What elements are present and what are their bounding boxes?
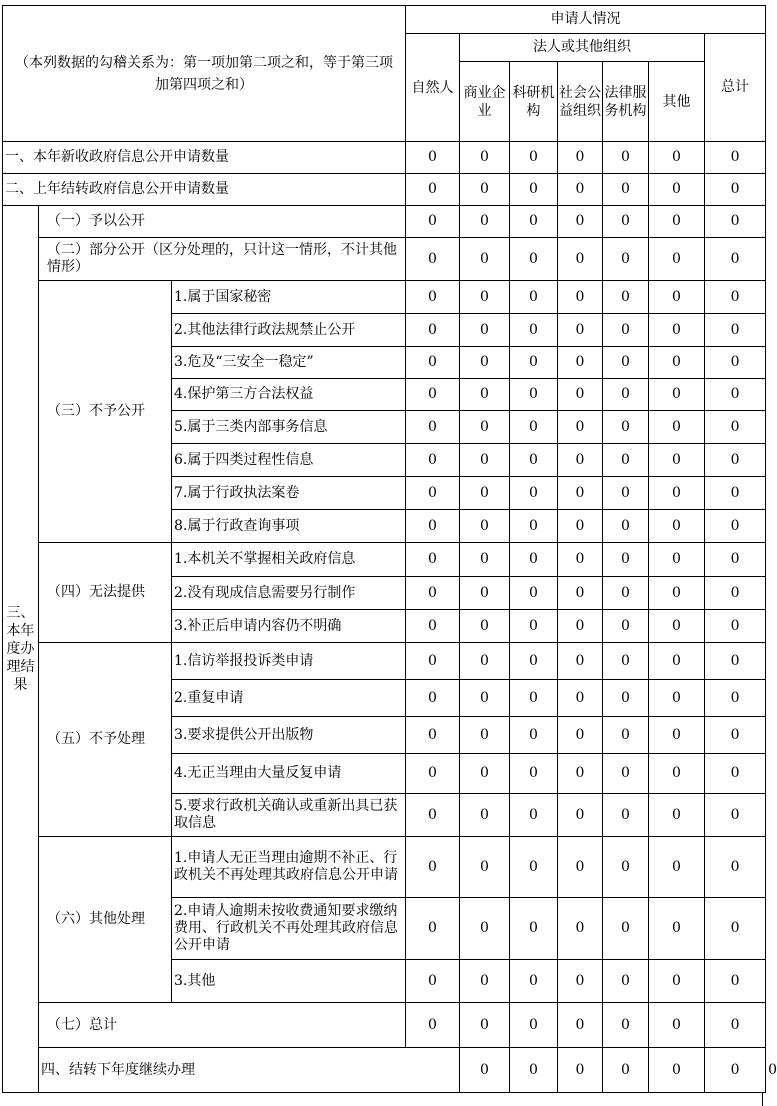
cell-value: 0	[603, 347, 649, 379]
cell-value: 0	[603, 314, 649, 347]
cell-value: 0	[510, 754, 558, 794]
cell-value: 0	[705, 238, 766, 281]
cell-value: 0	[460, 379, 510, 411]
table-row	[3, 206, 766, 238]
cell-value: 0	[460, 314, 510, 347]
cell-value: 0	[558, 577, 603, 610]
header-applicant-situation: 申请人情况	[406, 6, 766, 34]
cell-value: 0	[603, 680, 649, 717]
cell-value: 0	[603, 411, 649, 444]
table-row	[3, 543, 766, 577]
table-row	[3, 281, 766, 314]
cell-value: 0	[705, 898, 766, 960]
cell-value: 0	[649, 347, 705, 379]
cell-value: 0	[649, 610, 705, 643]
cell-value: 0	[558, 837, 603, 898]
group-label: （四）无法提供	[39, 543, 172, 643]
cell-value: 0	[510, 411, 558, 444]
cell-value: 0	[406, 680, 460, 717]
cell-value: 0	[460, 717, 510, 754]
item-label: 7.属于行政执法案卷	[172, 477, 406, 510]
cell-value: 0	[460, 610, 510, 643]
cell-value: 0	[649, 510, 705, 543]
row-label: （二）部分公开（区分处理的，只计这一情形，不计其他情形）	[39, 238, 406, 281]
table-row	[3, 643, 766, 680]
cell-value: 0	[705, 754, 766, 794]
cell-value: 0	[406, 754, 460, 794]
cell-value: 0	[510, 477, 558, 510]
cell-value: 0	[406, 411, 460, 444]
cell-value: 0	[558, 444, 603, 477]
cell-value: 0	[649, 837, 705, 898]
cell-value: 0	[510, 543, 558, 577]
item-label: 3.补正后申请内容仍不明确	[172, 610, 406, 643]
cell-value: 0	[603, 206, 649, 238]
cell-value: 0	[603, 1003, 649, 1048]
cell-value: 0	[603, 477, 649, 510]
cell-value: 0	[406, 142, 460, 174]
cell-value: 0	[460, 960, 510, 1003]
cell-value: 0	[603, 379, 649, 411]
cell-value: 0	[705, 510, 766, 543]
cell-value: 0	[705, 794, 766, 837]
cell-value: 0	[510, 142, 558, 174]
cell-value: 0	[460, 1048, 510, 1093]
header-total: 总计	[705, 34, 766, 142]
cell-value: 0	[558, 643, 603, 680]
cell-value: 0	[406, 444, 460, 477]
cell-value: 0	[510, 960, 558, 1003]
item-label: 1.本机关不掌握相关政府信息	[172, 543, 406, 577]
cell-value: 0	[649, 281, 705, 314]
cell-value: 0	[705, 174, 766, 206]
cell-value: 0	[406, 281, 460, 314]
cell-value: 0	[510, 444, 558, 477]
cell-value: 0	[603, 717, 649, 754]
cell-value: 0	[510, 1048, 558, 1093]
cell-value: 0	[649, 314, 705, 347]
cell-value: 0	[649, 477, 705, 510]
item-label: 3.其他	[172, 960, 406, 1003]
header-row-1	[3, 6, 766, 34]
cell-value: 0	[460, 281, 510, 314]
cell-value: 0	[510, 610, 558, 643]
cell-value: 0	[406, 477, 460, 510]
header-other: 其他	[649, 62, 705, 142]
cell-value: 0	[558, 543, 603, 577]
item-label: 4.保护第三方合法权益	[172, 379, 406, 411]
cell-value: 0	[558, 477, 603, 510]
header-legal-group: 法人或其他组织	[460, 34, 705, 62]
cell-value: 0	[510, 577, 558, 610]
cell-value: 0	[406, 610, 460, 643]
cell-value: 0	[705, 643, 766, 680]
cell-value: 0	[406, 717, 460, 754]
group-label: （五）不予处理	[39, 643, 172, 837]
item-label: 2.没有现成信息需要另行制作	[172, 577, 406, 610]
cell-value: 0	[510, 174, 558, 206]
cell-value: 0	[510, 347, 558, 379]
cell-value: 0	[603, 610, 649, 643]
group-label: （六）其他处理	[39, 837, 172, 1003]
cell-value: 0	[558, 347, 603, 379]
cell-value: 0	[406, 837, 460, 898]
cell-value: 0	[649, 1048, 705, 1093]
cell-value: 0	[603, 174, 649, 206]
item-label: 2.申请人逾期未按收费通知要求缴纳费用、行政机关不再处理其政府信息公开申请	[172, 898, 406, 960]
cell-value: 0	[558, 174, 603, 206]
cell-value: 0	[558, 314, 603, 347]
cell-value: 0	[460, 206, 510, 238]
cell-value: 0	[705, 543, 766, 577]
item-label: 8.属于行政查询事项	[172, 510, 406, 543]
cell-value: 0	[603, 1048, 649, 1093]
cell-value: 0	[649, 717, 705, 754]
cell-value: 0	[406, 577, 460, 610]
cell-value: 0	[460, 543, 510, 577]
cell-value: 0	[705, 314, 766, 347]
cell-value: 0	[649, 174, 705, 206]
item-label: 2.重复申请	[172, 680, 406, 717]
page-edge-mark	[762, 1092, 763, 1106]
cell-value: 0	[510, 281, 558, 314]
row-label: （一）予以公开	[39, 206, 406, 238]
cell-value: 0	[649, 206, 705, 238]
cell-value: 0	[510, 680, 558, 717]
cell-value: 0	[558, 717, 603, 754]
header-note: （本列数据的勾稽关系为：第一项加第二项之和，等于第三项加第四项之和）	[3, 6, 406, 142]
cell-value: 0	[510, 238, 558, 281]
cell-value: 0	[406, 643, 460, 680]
table-row	[3, 837, 766, 898]
cell-value: 0	[603, 837, 649, 898]
cell-value: 0	[603, 754, 649, 794]
cell-value: 0	[510, 510, 558, 543]
cell-value: 0	[603, 444, 649, 477]
cell-value: 0	[460, 643, 510, 680]
cell-value: 0	[603, 643, 649, 680]
item-label: 3.要求提供公开出版物	[172, 717, 406, 754]
cell-value: 0	[460, 754, 510, 794]
item-label: 6.属于四类过程性信息	[172, 444, 406, 477]
table-row	[3, 174, 766, 206]
item-label: 5.属于三类内部事务信息	[172, 411, 406, 444]
cell-value: 0	[558, 610, 603, 643]
cell-value: 0	[558, 1003, 603, 1048]
cell-value: 0	[460, 1003, 510, 1048]
cell-value: 0	[406, 174, 460, 206]
cell-value: 0	[649, 680, 705, 717]
cell-value: 0	[510, 717, 558, 754]
cell-value: 0	[649, 1003, 705, 1048]
item-label: 5.要求行政机关确认或重新出具已获取信息	[172, 794, 406, 837]
cell-value: 0	[649, 960, 705, 1003]
cell-value: 0	[406, 379, 460, 411]
cell-value: 0	[460, 837, 510, 898]
cell-value: 0	[406, 314, 460, 347]
cell-value: 0	[705, 717, 766, 754]
cell-value: 0	[406, 898, 460, 960]
cell-value: 0	[460, 510, 510, 543]
cell-value: 0	[406, 238, 460, 281]
item-label: 1.申请人无正当理由逾期不补正、行政机关不再处理其政府信息公开申请	[172, 837, 406, 898]
cell-value: 0	[558, 206, 603, 238]
cell-value: 0	[406, 794, 460, 837]
cell-value: 0	[558, 142, 603, 174]
cell-value: 0	[603, 238, 649, 281]
cell-value: 0	[558, 794, 603, 837]
cell-value: 0	[705, 837, 766, 898]
cell-value: 0	[705, 379, 766, 411]
item-label: 2.其他法律行政法规禁止公开	[172, 314, 406, 347]
cell-value: 0	[603, 794, 649, 837]
row-label: 四、结转下年度继续办理	[39, 1048, 460, 1093]
header-business: 商业企业	[460, 62, 510, 142]
cell-value: 0	[649, 142, 705, 174]
cell-value: 0	[558, 379, 603, 411]
cell-value: 0	[510, 643, 558, 680]
cell-value: 0	[510, 794, 558, 837]
cell-value: 0	[558, 754, 603, 794]
header-legal-service: 法律服务机构	[603, 62, 649, 142]
cell-value: 0	[558, 1048, 603, 1093]
cell-value: 0	[558, 960, 603, 1003]
cell-value: 0	[649, 444, 705, 477]
cell-value: 0	[460, 898, 510, 960]
cell-value: 0	[705, 347, 766, 379]
item-label: 4.无正当理由大量反复申请	[172, 754, 406, 794]
cell-value: 0	[510, 379, 558, 411]
cell-value: 0	[460, 142, 510, 174]
cell-value: 0	[705, 960, 766, 1003]
cell-value: 0	[460, 680, 510, 717]
cell-value: 0	[603, 142, 649, 174]
cell-value: 0	[558, 281, 603, 314]
group-label: （三）不予公开	[39, 281, 172, 543]
cell-value: 0	[705, 477, 766, 510]
cell-value: 0	[406, 206, 460, 238]
cell-value: 0	[649, 577, 705, 610]
cell-value: 0	[705, 444, 766, 477]
cell-value: 0	[603, 510, 649, 543]
cell-value: 0	[649, 898, 705, 960]
cell-value: 0	[460, 794, 510, 837]
item-label: 3.危及“三安全一稳定”	[172, 347, 406, 379]
cell-value: 0	[705, 1003, 766, 1048]
cell-value: 0	[558, 238, 603, 281]
cell-value: 0	[705, 281, 766, 314]
table-row	[3, 238, 766, 281]
disclosure-stats-table	[2, 5, 777, 1093]
cell-value: 0	[705, 610, 766, 643]
cell-value: 0	[649, 238, 705, 281]
cell-value: 0	[603, 898, 649, 960]
cell-value: 0	[510, 206, 558, 238]
cell-value: 0	[406, 543, 460, 577]
item-label: 1.属于国家秘密	[172, 281, 406, 314]
cell-value: 0	[558, 680, 603, 717]
row-label: （七）总计	[39, 1003, 406, 1048]
row-label: 一、本年新收政府信息公开申请数量	[3, 142, 406, 174]
table-row	[3, 142, 766, 174]
cell-value: 0	[460, 444, 510, 477]
table-row	[3, 1003, 766, 1048]
cell-value: 0	[558, 898, 603, 960]
section-3-label: 三、本年度办理结果	[3, 206, 39, 1093]
cell-value: 0	[460, 411, 510, 444]
cell-value: 0	[558, 411, 603, 444]
header-public-welfare: 社会公益组织	[558, 62, 603, 142]
cell-value: 0	[603, 960, 649, 1003]
cell-value: 0	[705, 577, 766, 610]
cell-value: 0	[510, 314, 558, 347]
cell-value: 0	[649, 379, 705, 411]
cell-value: 0	[705, 680, 766, 717]
cell-value: 0	[460, 577, 510, 610]
cell-value: 0	[406, 510, 460, 543]
cell-value: 0	[603, 543, 649, 577]
cell-value: 0	[603, 281, 649, 314]
cell-value: 0	[510, 1003, 558, 1048]
table-row: 四、结转下年度继续办理 0 0 0 0 0 0 0	[3, 1048, 766, 1093]
cell-value: 0	[649, 543, 705, 577]
cell-value: 0	[649, 754, 705, 794]
cell-value: 0	[460, 347, 510, 379]
header-natural-person: 自然人	[406, 34, 460, 142]
cell-value: 0	[510, 898, 558, 960]
cell-value: 0	[460, 174, 510, 206]
cell-value: 0	[460, 477, 510, 510]
cell-value: 0	[705, 411, 766, 444]
cell-value: 0	[406, 1003, 460, 1048]
cell-value: 0	[649, 411, 705, 444]
cell-value: 0	[649, 643, 705, 680]
cell-value: 0	[558, 510, 603, 543]
cell-value: 0	[649, 794, 705, 837]
cell-value: 0	[406, 347, 460, 379]
header-research: 科研机构	[510, 62, 558, 142]
item-label: 1.信访举报投诉类申请	[172, 643, 406, 680]
cell-value: 0	[406, 960, 460, 1003]
cell-value: 0	[460, 238, 510, 281]
cell-value: 0	[705, 1048, 766, 1093]
cell-value: 0	[705, 206, 766, 238]
cell-value: 0	[510, 837, 558, 898]
cell-value: 0	[603, 577, 649, 610]
cell-value: 0	[705, 142, 766, 174]
row-label: 二、上年结转政府信息公开申请数量	[3, 174, 406, 206]
